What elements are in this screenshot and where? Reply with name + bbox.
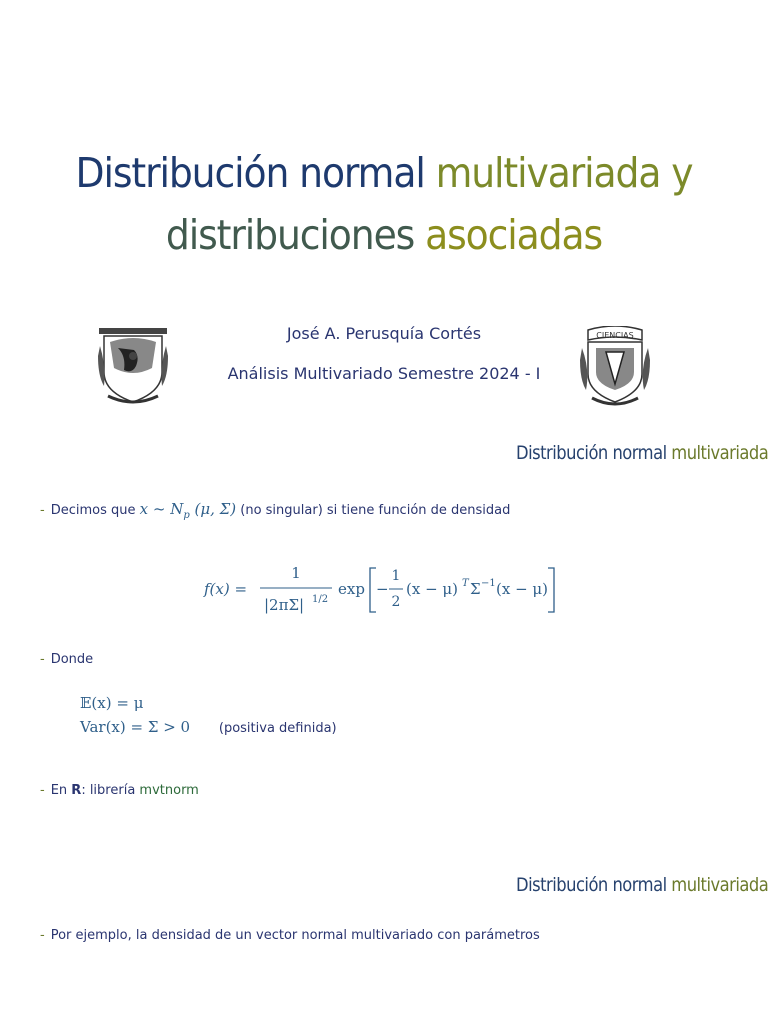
title-line-2	[31, 204, 738, 266]
bullet-r-library	[40, 783, 199, 798]
title-text-1a: Distribución normal	[75, 149, 425, 197]
bullet-dash: -	[40, 783, 45, 798]
formula-den-exponent: 1/2	[312, 594, 329, 605]
unam-seal-icon	[96, 326, 170, 408]
bullet-donde	[40, 652, 93, 667]
bullet-text-after: (no singular) si tiene función de densidad	[240, 503, 511, 518]
heading-text-a: Distribución normal	[515, 442, 667, 464]
math-dist: x ~ N	[139, 500, 184, 518]
formula-denominator: |2πΣ|	[264, 596, 305, 614]
formula-diff-1: (x − μ)	[406, 580, 459, 598]
formula-lhs: f(x) =	[204, 580, 248, 598]
title-text-1b: multivariada y	[435, 149, 693, 197]
formula-sigma-inverse: −1	[481, 578, 496, 589]
formula-exp: exp	[338, 580, 365, 598]
formula-half-num: 1	[391, 568, 401, 584]
r-language-label: R	[71, 783, 82, 798]
bullet-text-mid: : librería	[81, 783, 136, 798]
variance-formula: Var(x) = Σ > 0	[80, 718, 191, 736]
formula-minus: −	[376, 580, 389, 598]
formula-numerator: 1	[291, 564, 301, 582]
bullet-example	[40, 928, 540, 943]
package-name: mvtnorm	[139, 783, 199, 798]
heading-text-b: multivariada	[671, 874, 768, 896]
title-text-2b: asociadas	[425, 211, 603, 259]
math-args: (μ, Σ)	[194, 500, 237, 518]
formula-diff-2: (x − μ)	[496, 580, 549, 598]
bullet-text: Donde	[50, 652, 94, 667]
author-name: José A. Perusquía Cortés	[286, 324, 482, 343]
title-line-1	[31, 142, 738, 204]
formula-right-bracket	[548, 568, 554, 612]
bullet-dash: -	[40, 928, 45, 943]
section-heading-normal-2	[516, 874, 768, 896]
title-text-2a: distribuciones	[165, 211, 415, 259]
formula-sigma: Σ	[470, 580, 481, 598]
variance-note: (positiva definida)	[218, 721, 337, 736]
heading-text-a: Distribución normal	[515, 874, 667, 896]
heading-text-b: multivariada	[671, 442, 768, 464]
density-formula	[200, 558, 570, 622]
bullet-text: En	[50, 783, 68, 798]
bullet-dash: -	[40, 503, 45, 518]
bullet-text: Decimos que	[50, 503, 136, 518]
expectation-line: 𝔼(x) = μ	[80, 694, 144, 712]
svg-text:CIENCIAS: CIENCIAS	[596, 331, 634, 340]
presentation-title	[31, 142, 738, 266]
bullet-text: Por ejemplo, la densidad de un vector normal multivariado con parámetros	[50, 928, 540, 943]
formula-half-den: 2	[391, 594, 401, 610]
variance-line	[80, 718, 337, 736]
math-inline	[139, 500, 237, 521]
ciencias-seal-icon	[578, 326, 652, 408]
bullet-definition	[40, 500, 510, 521]
math-sub: p	[183, 510, 190, 521]
course-name: Análisis Multivariado Semestre 2024 - I	[227, 364, 541, 383]
bullet-dash: -	[40, 652, 45, 667]
section-heading-normal-1	[516, 442, 768, 464]
formula-transpose: T	[462, 578, 469, 589]
